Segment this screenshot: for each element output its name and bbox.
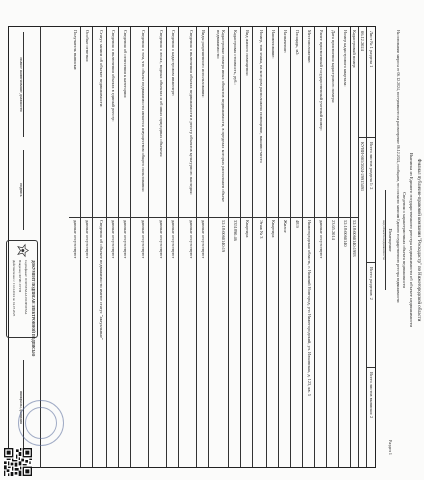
- row-value: данные отсутствуют: [123, 220, 128, 259]
- table-row: [303, 27, 315, 467]
- footer-signature: подпись: [18, 150, 24, 230]
- ecp-owner: Владелец: ФГИС ЕГРН: [18, 260, 22, 293]
- document-subtitle: Сведения о характеристиках объекта недвижимости: [402, 192, 407, 288]
- request-line: На основании запроса от 06.12.2024, поступившего на рассмотрение 06.12.2024, сообщаем, что согласно записям Единого государственного реестра недвижимости:: [396, 30, 400, 304]
- cadastral-label: Кадастровый номер:: [352, 30, 357, 69]
- row-value: 3351890.46: [233, 220, 238, 241]
- row-label: Сведения о том, что объект недвижимости является имуществом общего пользования:: [141, 30, 146, 192]
- row-value: 23.05.2014: [331, 220, 336, 240]
- footer-initials: инициалы, фамилия: [18, 360, 24, 455]
- row-value: данные отсутствуют: [159, 220, 164, 259]
- row-label: Сведения об отнесении к категории:: [123, 30, 128, 98]
- row-label: Получатель выписки:: [73, 30, 78, 71]
- table-row: [149, 27, 167, 467]
- date-number-row: [359, 27, 367, 467]
- row-label: Ранее присвоенный государственный учетный номер:: [319, 30, 324, 131]
- sheet-number-row: [367, 27, 375, 467]
- row-label: Наименование:: [271, 30, 276, 59]
- row-label: Особые отметки:: [85, 30, 90, 62]
- document-title: Выписка из Единого государственного реестра недвижимости об объекте недвижимости: [409, 153, 414, 327]
- table-row: [327, 27, 339, 467]
- table-row: [339, 27, 351, 467]
- row-value: 48.9: [295, 220, 300, 228]
- row-label: Виды разрешенного использования:: [201, 30, 206, 98]
- ecp-validity: Действителен: с 11.04.2024 по 04.07.2025: [12, 260, 16, 317]
- row-value: Нижегородская область, г. Нижний Новгород, р-н Нижегородский, ул. Ильинская, д. 123, кв. 5: [307, 220, 312, 397]
- table-row: [93, 27, 107, 467]
- emblem-icon: [16, 244, 29, 257]
- table-row: [291, 27, 303, 467]
- extract-number: КУВИ-001/2024-29915491: [360, 142, 365, 192]
- row-value: Квартира: [271, 220, 276, 238]
- row-label: Кадастровая стоимость, руб.:: [233, 30, 238, 85]
- table-row: [81, 27, 93, 467]
- ecp-stamp: [6, 240, 38, 357]
- table-row: [167, 27, 179, 467]
- row-value: 52:18:0060140: [343, 220, 348, 247]
- row-label: Сведения о кадастровом инженере:: [171, 30, 176, 96]
- round-stamp: [18, 400, 64, 446]
- row-value: данные отсутствуют: [85, 220, 90, 259]
- row-value: 52:18:0060140:19: [221, 220, 226, 253]
- extract-table: [8, 26, 376, 468]
- qr-code-icon: [4, 448, 32, 476]
- row-label: Площадь, м2:: [295, 30, 300, 56]
- row-label: Кадастровые номера иных объектов недвижимости, в пределах которых расположен объект недвижимости:: [215, 30, 226, 202]
- table-row: [267, 27, 279, 467]
- row-label: Назначение:: [283, 30, 288, 54]
- table-row: [279, 27, 291, 467]
- table-row: [209, 27, 229, 467]
- cadastral-row: [351, 27, 359, 467]
- row-value: данные отсутствуют: [189, 220, 194, 259]
- issuer-header: Филиал публично-правовой компании "Роскадастр" по Нижегородской области: [416, 158, 421, 322]
- table-row: [315, 27, 327, 467]
- table-row: [179, 27, 197, 467]
- table-row: [229, 27, 241, 467]
- row-value: данные отсутствуют: [171, 220, 176, 259]
- table-row: [107, 27, 119, 467]
- footer-position: полное наименование должности: [18, 32, 24, 137]
- row-value: Этаж № 3: [259, 220, 264, 239]
- cadastral-value: 52:18:0060140:1993: [352, 220, 357, 257]
- sheets-total: Всего листов выписки: 2: [369, 372, 374, 419]
- row-value: данные отсутствуют: [141, 220, 146, 259]
- object-type-caption: вид объекта недвижимости: [382, 190, 386, 290]
- row-label: Сведения о лесах, водных объектах и об иных природных объектах:: [159, 30, 164, 158]
- row-label: Номер кадастрового квартала:: [343, 30, 348, 87]
- row-value: Жилое: [283, 220, 288, 233]
- section-label: Раздел 1: [388, 440, 393, 455]
- table-row: [241, 27, 253, 467]
- table-row: [197, 27, 209, 467]
- sheet-number: Лист № 1 раздела 1: [369, 31, 374, 68]
- ecp-certificate: Сертификат: 0C9E6E6A4A19C9E6E6A4: [24, 260, 28, 315]
- table-row: [69, 27, 81, 467]
- extract-date: 06.12.2024: [360, 31, 365, 51]
- row-label: Сведения о включении объекта в единый реестр:: [111, 30, 116, 122]
- sections-total: Всего разделов: 2: [369, 267, 374, 300]
- row-value: Квартира: [245, 220, 250, 238]
- ecp-title: ДОКУМЕНТ ПОДПИСАН ЭЛЕКТРОННОЙ ПОДПИСЬЮ: [31, 260, 35, 357]
- row-value: данные отсутствуют: [201, 220, 206, 259]
- table-row: [131, 27, 149, 467]
- table-row: [119, 27, 131, 467]
- sheet-total-section: Всего листов раздела 1: 2: [369, 142, 374, 190]
- row-value: Сведения об объекте недвижимости имеют статус "актуальные": [99, 220, 104, 340]
- row-label: Вид жилого помещения:: [245, 30, 250, 76]
- row-label: Сведения о включении объекта недвижимости в реестр объектов культурного наследия:: [189, 30, 194, 195]
- table-row: [253, 27, 267, 467]
- row-label: Местоположение:: [307, 30, 312, 64]
- row-label: Статус записи об объекте недвижимости:: [99, 30, 104, 108]
- row-value: данные отсутствуют: [319, 220, 324, 259]
- row-label: Дата присвоения кадастрового номера:: [331, 30, 336, 104]
- row-value: данные отсутствуют: [73, 220, 78, 259]
- row-label: Номер, тип этажа, на котором расположено помещение, машино-место: [259, 30, 264, 163]
- object-type: Помещение: [388, 228, 393, 252]
- row-value: данные отсутствуют: [111, 220, 116, 259]
